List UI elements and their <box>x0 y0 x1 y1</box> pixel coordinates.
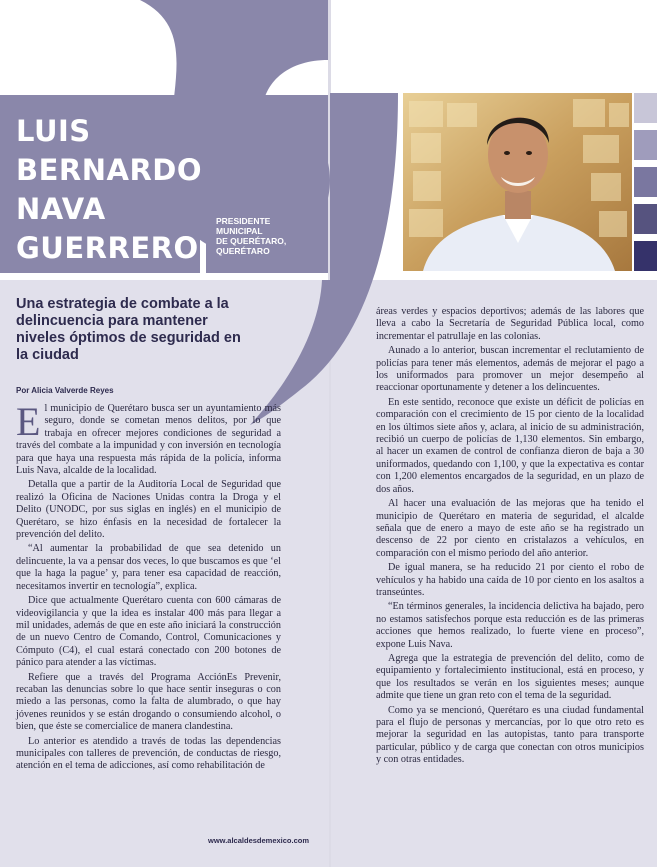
portrait-illustration <box>403 93 632 271</box>
article-headline: Una estrategia de combate a la delincuencia para mantener niveles óptimos de seguridad en la ciudad <box>16 296 241 363</box>
strip-swatch <box>634 93 657 123</box>
paragraph: Detalla que a partir de la Auditoría Local de Seguridad que realizó la Oficina de Naciones Unidas contra la Droga y el Delito (UNODC, por sus siglas en inglés) en el municipio de Querétaro, se hizo énfasis en la necesidad de fortalecer la prevención del delito. <box>16 479 281 541</box>
paragraph: Al hacer una evaluación de las mejoras que ha tenido el municipio de Querétaro en materia de seguridad, el alcalde señala que de enero a mayo de este año se ha registrado un descenso de 22 por ciento en cristalazos a vehículos, en comparación con el mismo periodo del año anterior. <box>376 498 644 559</box>
name-line: LUIS <box>16 114 91 148</box>
name-line: BERNARDO <box>16 153 203 187</box>
role-line: QUERÉTARO <box>216 246 270 256</box>
person-role <box>216 216 326 256</box>
right-column <box>376 306 644 769</box>
paragraph: Lo anterior es atendido a través de todas las dependencias municipales con talleres de prevención, de conductas de riesgo, atención en el tema de adicciones, así como rehabilitación de <box>16 735 281 772</box>
continued-paragraph: áreas verdes y espacios deportivos; además de las labores que lleva a cabo la Secretaría de Seguridad Pública local, como incrementar el patrullaje en las colonias. <box>376 306 644 342</box>
paragraph: Como ya se mencionó, Querétaro es una ciudad fundamental para el flujo de personas y mercancías, por lo que otro reto es mejorar la seguridad en las autopistas, tanto para transporte particular, público y de carga que conectan con otros municipios y con otras entidades. <box>376 704 644 766</box>
name-line: NAVA <box>16 192 106 226</box>
role-line: MUNICIPAL <box>216 226 263 236</box>
article-byline: Por Alicia Valverde Reyes <box>16 386 114 395</box>
name-line: GUERRERO <box>16 231 199 265</box>
paragraph: Agrega que la estrategia de prevención del delito, como de equipamiento y fortalecimiento institucional, está en proceso, y que los resultados se verán en los siguientes meses; aunque admite que tiene un gran reto con el tema de la seguridad. <box>376 652 644 702</box>
first-paragraph-text: l municipio de Querétaro busca ser un ayuntamiento más seguro, donde se cometan menos delitos, por lo que trabaja en ofrecer mejores condiciones de seguridad a través del combate a la impunidad y con inversión en tecnología para que haya una respuesta más rápida de la policía, informa Luis Nava, alcalde de la localidad. <box>16 403 281 477</box>
paragraph: De igual manera, se ha reducido 21 por ciento el robo de vehículos y ha habido una caída de 10 por ciento en los asaltos a transeúntes. <box>376 562 644 598</box>
strip-swatch <box>634 130 657 160</box>
paragraph: Refiere que a través del Programa AcciónEs Prevenir, recaban las denuncias sobre lo que hace sentir inseguras o con miedo a las personas, como la falta de alumbrado, o que hay jóvenes reunidos y se están drogando o consumiendo alcohol, o bien, que éste se comercialice de manera clandestina. <box>16 671 281 733</box>
paragraph: Dice que actualmente Querétaro cuenta con 600 cámaras de videovigilancia y que la idea es instalar 400 más para llegar a mil unidades, además de que en este año iniciará la construcción de un nuevo Centro de Comando, Control, Comunicaciones y Cómputo (C4), el cual estará conectado con 200 botones de pánico para atender a las víctimas. <box>16 595 281 669</box>
left-column <box>16 399 281 775</box>
strip-swatch <box>634 167 657 197</box>
paragraph: “Al aumentar la probabilidad de que sea detenido un delincuente, la va a pensar dos veces, lo que buscamos es que ‘el que la haga la pague’ y, para tener esa capacidad de reacción, necesitamos invertir en tecnología”, explica. <box>16 543 281 592</box>
portrait-photo <box>403 93 632 271</box>
strip-swatch <box>634 204 657 234</box>
drop-cap: E <box>16 399 41 444</box>
color-strip <box>634 93 657 271</box>
paragraph: En este sentido, reconoce que existe un déficit de policías en comparación con el crecimiento de 15 por ciento de la localidad en los últimos siete años y, aclara, al inicio de su administración, recibió un cuerpo de policías de 1,130 elementos. Sin embargo, al hacer un examen de control de confianza dieron de baja a 30 uniformados, quedando con 1,100, y que la expectativa es contar con 1,200 elementos encargados de la seguridad, en un plazo de dos años. <box>376 396 644 495</box>
paragraph: Aunado a lo anterior, buscan incrementar el reclutamiento de policías para tener más elementos, además de mejorar el pago a los uniformados para promover un mejor desempeño al reaccionar oportunamente y detener a los delincuentes. <box>376 345 644 394</box>
first-paragraph <box>16 399 281 477</box>
person-name <box>16 112 206 268</box>
role-line: DE QUERÉTARO, <box>216 236 287 246</box>
strip-swatch <box>634 241 657 271</box>
role-line: PRESIDENTE <box>216 216 271 226</box>
paragraph: “En términos generales, la incidencia delictiva ha bajado, pero no estamos satisfechos porque esta reducción es de las primeras acciones que hemos realizado, lo fuerte viene en proceso”, expone Luis Nava. <box>376 601 644 650</box>
footer-url: www.alcaldesdemexico.com <box>208 836 310 845</box>
